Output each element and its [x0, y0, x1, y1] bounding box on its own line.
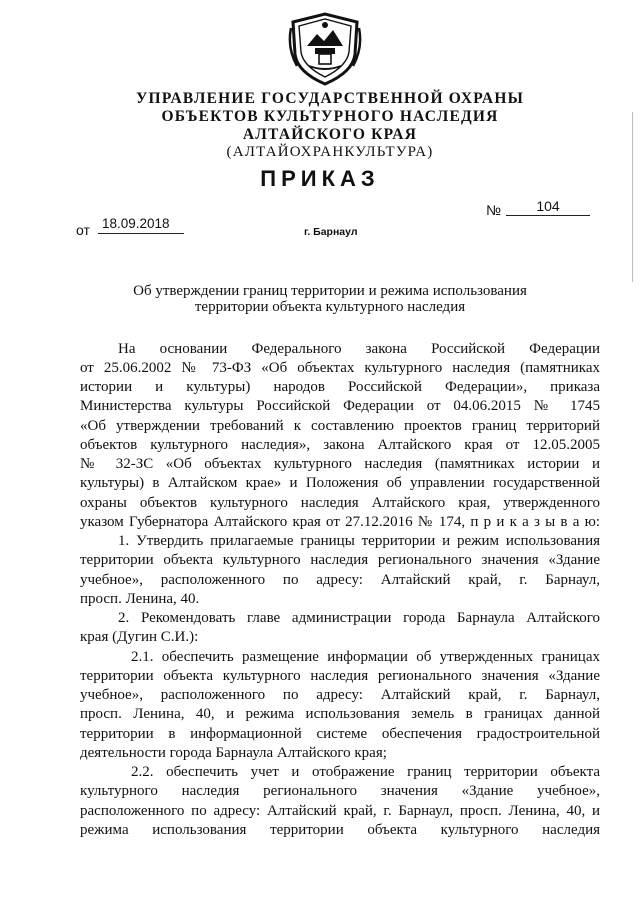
body-text-line: истории и культуры) народов Российской Федерации», приказа — [80, 379, 600, 395]
body-text-line: указом Губернатора Алтайского края от 27.12.2016 № 174, п р и к а з ы в а ю: — [80, 514, 600, 530]
city-name: г. Барнаул — [304, 226, 358, 238]
body-text-line: просп. Ленина, 40. — [80, 591, 200, 607]
body-text-line: охраны объектов культурного наследия Алтайского края, утвержденного — [80, 495, 600, 511]
subject-line-1: Об утверждении границ территории и режима использования — [133, 283, 527, 299]
body-text-line: учебное», расположенного по адресу: Алтайский край, г. Барнаул, — [80, 687, 600, 703]
body-text-line: культурного наследия регионального значения «Здание учебное», — [80, 783, 600, 799]
body-text-line: 2.1. обеспечить размещение информации об утвержденных границах — [131, 649, 600, 665]
body-text-line: территории объекта культурного наследия регионального значения «Здание — [80, 552, 600, 568]
body-text-line: № 32-ЗС «Об объектах культурного наследия (памятниках истории и — [80, 456, 600, 472]
org-name-line-3: АЛТАЙСКОГО КРАЯ — [242, 126, 418, 143]
body-text-line: территории объекта культурного наследия регионального значения «Здание — [80, 668, 600, 684]
body-text-line: расположенного по адресу: Алтайский край, г. Барнаул, просп. Ленина, 40, и — [80, 803, 600, 819]
body-text-line: 2.2. обеспечить учет и отображение границ территории объекта — [131, 764, 600, 780]
body-text-line: объектов культурного наследия», закона Алтайского края от 12.05.2005 — [80, 437, 600, 453]
order-date: 18.09.2018 — [98, 216, 184, 234]
date-prefix: от — [76, 222, 90, 238]
body-text-line: края (Дугин С.И.): — [80, 629, 199, 645]
org-name-line-1: УПРАВЛЕНИЕ ГОСУДАРСТВЕННОЙ ОХРАНЫ — [135, 90, 524, 107]
body-text-line: учебное», расположенного по адресу: Алтайский край, г. Барнаул, — [80, 572, 600, 588]
coat-of-arms-emblem — [287, 8, 363, 88]
scan-edge-mark — [632, 112, 633, 282]
document-type-title: ПРИКАЗ — [260, 166, 380, 191]
org-short-name: (АЛТАЙОХРАНКУЛЬТУРА) — [226, 144, 434, 160]
body-text-line: от 25.06.2002 № 73-ФЗ «Об объектах культурного наследия (памятниках — [80, 360, 600, 376]
body-text-line: режима использования территории объекта культурного наследия — [80, 822, 600, 838]
body-text-line: На основании Федерального закона Российской Федерации — [118, 341, 600, 357]
body-text-line: просп. Ленина, 40, и режима использования земель в границах данной — [80, 706, 600, 722]
body-text-line: 2. Рекомендовать главе администрации города Барнаула Алтайского — [118, 610, 600, 626]
org-name-line-2: ОБЪЕКТОВ КУЛЬТУРНОГО НАСЛЕДИЯ — [161, 108, 499, 125]
number-prefix: № — [486, 202, 502, 218]
body-text-line: Министерства культуры Российской Федерации от 04.06.2015 № 1745 — [80, 398, 600, 414]
body-text-line: культуры) в Алтайском крае» и Положения об управлении государственной — [80, 475, 600, 491]
subject-line-2: территории объекта культурного наследия — [194, 299, 466, 315]
body-text-line: деятельности города Барнаула Алтайского края; — [80, 745, 387, 761]
order-number: 104 — [506, 198, 590, 216]
body-text-line: «Об утверждении требований к составлению проектов границ территорий — [80, 418, 600, 434]
body-text-line: территории в информационной системе обеспечения градостроительной — [80, 726, 600, 742]
body-text-line: 1. Утвердить прилагаемые границы территории и режим использования — [118, 533, 600, 549]
